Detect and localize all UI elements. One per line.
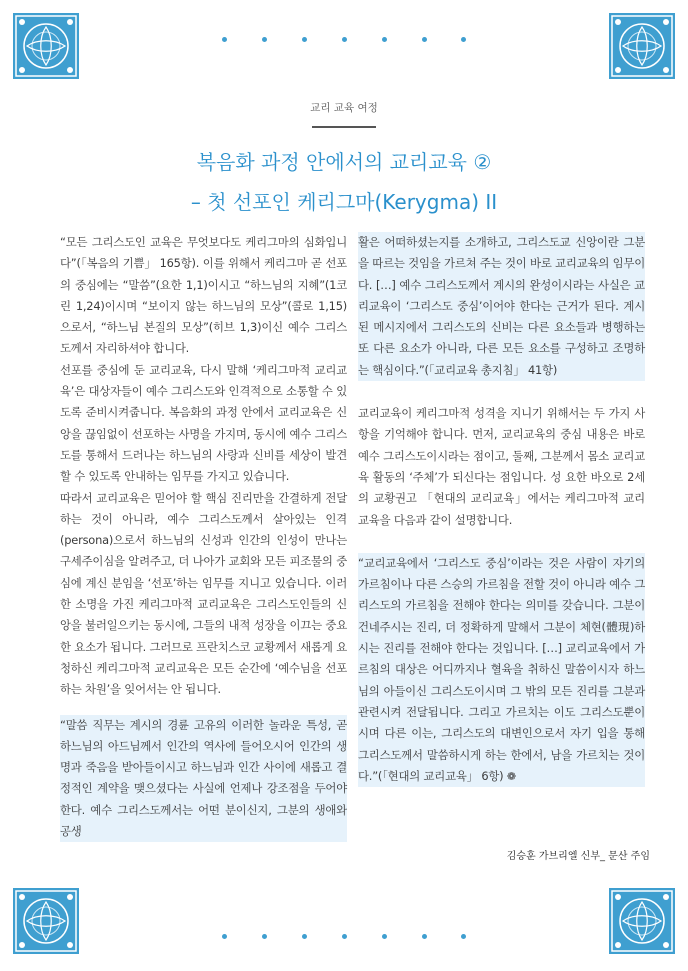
block-quote: 활은 어떠하셨는지를 소개하고, 그리스도교 신앙이란 그분을 따르는 것임을 가르쳐 주는 것이 바로 교리교육의 임무이다. […] 예수 그리스도께서 계시의 완성이시라는 사실은 교리교육이 ‘그리스도 중심’이어야 한다는 근거가 된다. 계시된 메시지에서 그리스도의 신비는 다른 요소들과 병행하는 또 다른 요소가 아니라, 다른 모든 요소를 구성하고 조명하는 핵심이다.”(「교리교육 총지침」 41항) bbox=[358, 232, 645, 381]
dot bbox=[302, 37, 307, 42]
block-quote bbox=[358, 553, 645, 787]
corner-ornament-bottom-left bbox=[13, 888, 79, 954]
article-title: 복음화 과정 안에서의 교리교육 ② bbox=[196, 150, 492, 174]
dot bbox=[422, 37, 427, 42]
dot bbox=[422, 934, 427, 939]
section-label: 교리 교육 여정 bbox=[310, 102, 378, 114]
quote-text: “교리교육에서 ‘그리스도 중심’이라는 것은 사람이 자기의 가르침이나 다른 스승의 가르침을 전할 것이 아니라 예수 그리스도의 가르침을 전해야 한다는 의미를 갖습니다. 그분이 건네주시는 진리, 더 정확하게 말해서 그분이 체현(體現)하시는 진리를 전해야 한다는 것입니다. […] 교리교육에서 가르침의 대상은 어디까지나 혈육을 취하신 말씀이시자 하느님의 아들이신 그리스도이시며 그 밖의 모든 진리를 그분과 관련시켜 전달됩니다. 그리고 가르치는 이도 그리스도뿐이시며 다른 이는, 그리스도의 대변인으로서 자기 입을 통해 그리스도께서 말씀하시게 하는 한에서, 남을 가르치는 것이다.”(「현대의 교리교육」 6항) bbox=[358, 555, 645, 783]
article-subtitle: – 첫 선포인 케리그마(Kerygma) II bbox=[190, 190, 498, 214]
dot bbox=[222, 934, 227, 939]
paragraph: 따라서 교리교육은 믿어야 할 핵심 진리만을 간결하게 전달하는 것이 아니라, 예수 그리스도께서 살아있는 인격(persona)으로서 하느님의 신성과 인간의 인성이 만나는 구세주이심을 알려주고, 더 나아가 교회와 모든 피조물의 중심에 계신 분임을 ‘선포’하는 임무를 지니고 있습니다. 이러한 소명을 가진 케리그마적 교리교육은 그리스도인들의 신앙을 불러일으키는 동시에, 그들의 내적 성장을 이끄는 중요한 요소가 됩니다. 그러므로 프란치스코 교황께서 새롭게 요청하신 케리그마적 교리교육은 모든 순간에 ‘예수님을 선포하는 차원’을 잊어서는 안 됩니다. bbox=[60, 490, 347, 697]
dot bbox=[222, 37, 227, 42]
dot bbox=[382, 934, 387, 939]
bottom-dot-row bbox=[222, 932, 466, 942]
dot bbox=[262, 37, 267, 42]
end-mark-icon: ❁ bbox=[506, 769, 516, 783]
corner-ornament-bottom-right bbox=[609, 888, 675, 954]
left-column bbox=[60, 232, 347, 842]
paragraph: “모든 그리스도인 교육은 무엇보다도 케리그마의 심화입니다”(「복음의 기쁨」 165항). 이를 위해서 케리그마 곧 선포의 중심에는 “말씀”(요한 1,1)이시고 “하느님의 지혜”(1코린 1,24)이시며 “보이지 않는 하느님의 모상”(콜로 1,15)으로서, “하느님 본질의 모상”(히브 1,3)이신 예수 그리스도께서 자리하셔야 합니다. bbox=[60, 235, 347, 356]
author-byline: 김승훈 가브리엘 신부_ 문산 주임 bbox=[506, 851, 650, 862]
top-dot-row bbox=[222, 35, 466, 45]
section-underline bbox=[312, 126, 376, 128]
corner-ornament-top-right bbox=[609, 13, 675, 79]
dot bbox=[342, 37, 347, 42]
paragraph: 교리교육이 케리그마적 성격을 지니기 위해서는 두 가지 사항을 기억해야 합니다. 먼저, 교리교육의 중심 내용은 바로 예수 그리스도이시라는 점이고, 둘째, 그분께서 몸소 교리교육 활동의 ‘주체’가 되신다는 점입니다. 성 요한 바오로 2세의 교황권고 「현대의 교리교육」에서는 케리그마적 교리교육을 다음과 같이 설명합니다. bbox=[358, 406, 645, 527]
dot bbox=[262, 934, 267, 939]
paragraph: 선포를 중심에 둔 교리교육, 다시 말해 ‘케리그마적 교리교육’은 대상자들이 예수 그리스도와 인격적으로 소통할 수 있도록 준비시켜줍니다. 복음화의 과정 안에서 교리교육은 신앙을 끊임없이 선포하는 사명을 가지며, 동시에 예수 그리스도를 통해서 드러나는 하느님의 사랑과 신비를 세상이 발견할 수 있도록 안내하는 임무를 가지고 있습니다. bbox=[60, 362, 347, 484]
right-column bbox=[358, 232, 645, 787]
dot bbox=[461, 37, 466, 42]
block-quote: “말씀 직무는 계시의 경륜 고유의 이러한 놀라운 특성, 곧 하느님의 아드님께서 인간의 역사에 들어오시어 인간의 생명과 죽음을 받아들이시고 하느님과 인간 사이에 새롭고 결정적인 계약을 맺으셨다는 사실에 언제나 강조점을 두어야 한다. 예수 그리스도께서는 어떤 분이신지, 그분의 생애와 공생 bbox=[60, 715, 347, 843]
dot bbox=[342, 934, 347, 939]
corner-ornament-top-left bbox=[13, 13, 79, 79]
dot bbox=[302, 934, 307, 939]
dot bbox=[382, 37, 387, 42]
dot bbox=[461, 934, 466, 939]
